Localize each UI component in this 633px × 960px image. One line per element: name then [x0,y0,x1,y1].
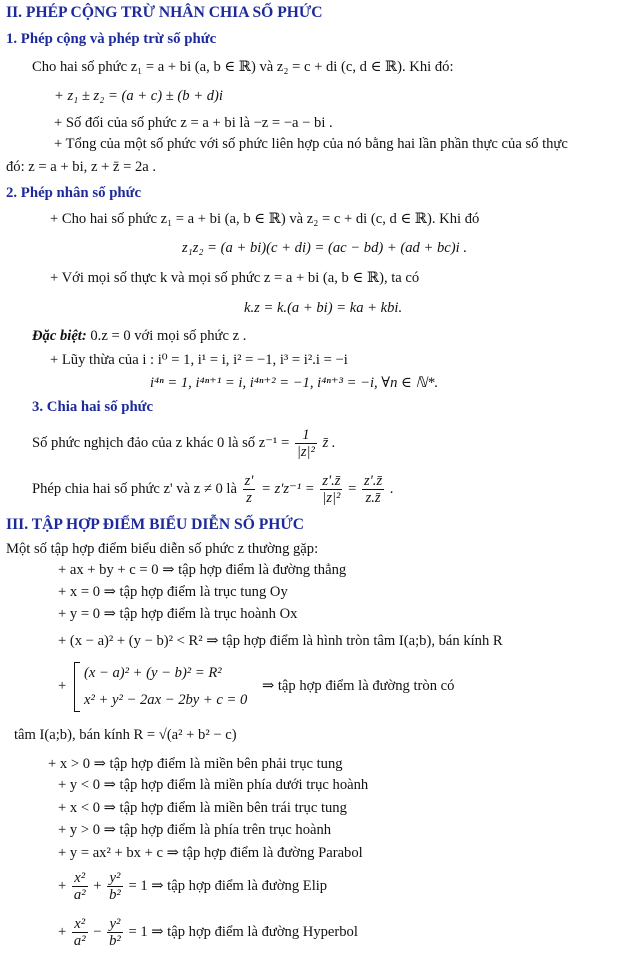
subsection-title-multiply: 2. Phép nhân số phức [6,185,142,201]
division-fraction-2: $\frac{z'.z̄}{\text{|z|²}}$ [322,472,341,506]
system-line1: (x − a)² + (y − b)² = R² [84,665,222,681]
inverse-line: Số phức nghịch đảo của z khác 0 là số z⁻¹ = $\frac{1}{\text{|z|²}}$ z̄ . [32,426,336,460]
subsection-title-divide: 3. Chia hai số phức [32,399,154,415]
conjugate-sum-line1: + Tổng của một số phức với số phức liên hợp của nó bằng hai lần phần thực của số thực [54,136,568,152]
product-formula: z₁z₂ = (a + bi)(c + di) = (ac − bd) + (ad + bc)i . [182,240,467,256]
set-item-lower-half: + y < 0 ⇒ tập hợp điểm là miền phía dưới trục hoành [58,777,369,793]
sum-formula: + z₁ ± z₂ = (a + c) ± (b + d)i [54,88,223,104]
system-line2: x² + y² − 2ax − 2by + c = 0 [84,692,248,708]
powers-of-i-line1: + Lũy thừa của i : i⁰ = 1, i¹ = i, i² = −1, i³ = i².i = −i [50,352,348,368]
point-sets-intro: Một số tập hợp điểm biểu diễn số phức z thường gặp: [6,541,319,557]
system-plus: + [58,678,67,694]
set-item-left-half: + x < 0 ⇒ tập hợp điểm là miền bên trái trục tung [58,800,347,816]
set-item-disk: + (x − a)² + (y − b)² < R² ⇒ tập hợp điểm là hình tròn tâm I(a;b), bán kính R [58,633,503,649]
system-result: ⇒ tập hợp điểm là đường tròn có [262,678,455,694]
ellipse-fraction-x: $\frac{\text{x²}}{\text{a²}}$ [73,869,86,903]
conjugate-sum-line2: đó: z = a + bi, z + z̄ = 2a . [6,159,157,175]
subsection-title-add-sub: 1. Phép cộng và phép trừ số phức [6,31,217,47]
set-item-line: + ax + by + c = 0 ⇒ tập hợp điểm là đường thẳng [58,562,347,578]
section-title-operations: II. PHÉP CỘNG TRỪ NHÂN CHIA SỐ PHỨC [6,4,323,21]
division-line: Phép chia hai số phức z' và z ≠ 0 là $\frac{z'}{z}$ = z'z⁻¹ = $\frac{z'.z̄}{\text{|z|²}}$ = $\frac{z'.z̄}{z.z̄}$ . [32,472,394,506]
add-sub-intro: Cho hai số phức z₁ = a + bi (a, b ∈ ℝ) và z₂ = c + di (c, d ∈ ℝ). Khi đó: [32,59,454,75]
division-fraction-1: $\frac{z'}{z}$ [244,472,254,506]
set-item-hyperbola: + $\frac{\text{x²}}{\text{a²}}$ − $\frac{\text{y²}}{\text{b²}}$ = 1 ⇒ tập hợp điểm là đường Hyperbol [58,915,358,949]
division-fraction-3: $\frac{z'.z̄}{z.z̄}$ [364,472,383,506]
set-item-oy: + x = 0 ⇒ tập hợp điểm là trục tung Oy [58,584,288,600]
inverse-fraction: $\frac{1}{\text{|z|²}}$ [296,426,315,460]
section-title-point-sets: III. TẬP HỢP ĐIỂM BIỂU DIỄN SỐ PHỨC [6,516,305,533]
hyperbola-fraction-y: $\frac{\text{y²}}{\text{b²}}$ [109,915,121,949]
ellipse-fraction-y: $\frac{\text{y²}}{\text{b²}}$ [109,869,121,903]
set-item-ellipse: + $\frac{\text{x²}}{\text{a²}}$ + $\frac{\text{y²}}{\text{b²}}$ = 1 ⇒ tập hợp điểm là đường Elip [58,869,328,903]
multiply-intro: + Cho hai số phức z₁ = a + bi (a, b ∈ ℝ) và z₂ = c + di (c, d ∈ ℝ). Khi đó [50,211,480,227]
set-item-upper-half: + y > 0 ⇒ tập hợp điểm là phía trên trục hoành [58,822,332,838]
system-bracket [74,662,80,712]
set-item-right-half: + x > 0 ⇒ tập hợp điểm là miền bên phải trục tung [48,756,343,772]
real-multiply-intro: + Với mọi số thực k và mọi số phức z = a + bi (a, b ∈ ℝ), ta có [50,270,420,286]
set-item-parabola: + y = ax² + bx + c ⇒ tập hợp điểm là đường Parabol [58,845,363,861]
circle-center-radius: tâm I(a;b), bán kính R = √(a² + b² − c) [14,727,237,743]
real-multiply-formula: k.z = k.(a + bi) = ka + kbi. [244,300,403,316]
powers-of-i-line2: i⁴ⁿ = 1, i⁴ⁿ⁺¹ = i, i⁴ⁿ⁺² = −1, i⁴ⁿ⁺³ = −i, ∀n ∈ ℕ*. [150,375,439,391]
hyperbola-fraction-x: $\frac{\text{x²}}{\text{a²}}$ [73,915,86,949]
special-case: Đặc biệt: 0.z = 0 với mọi số phức z . [32,328,247,344]
opposite-number: + Số đối của số phức z = a + bi là −z = −a − bi . [54,115,333,131]
set-item-ox: + y = 0 ⇒ tập hợp điểm là trục hoành Ox [58,606,298,622]
